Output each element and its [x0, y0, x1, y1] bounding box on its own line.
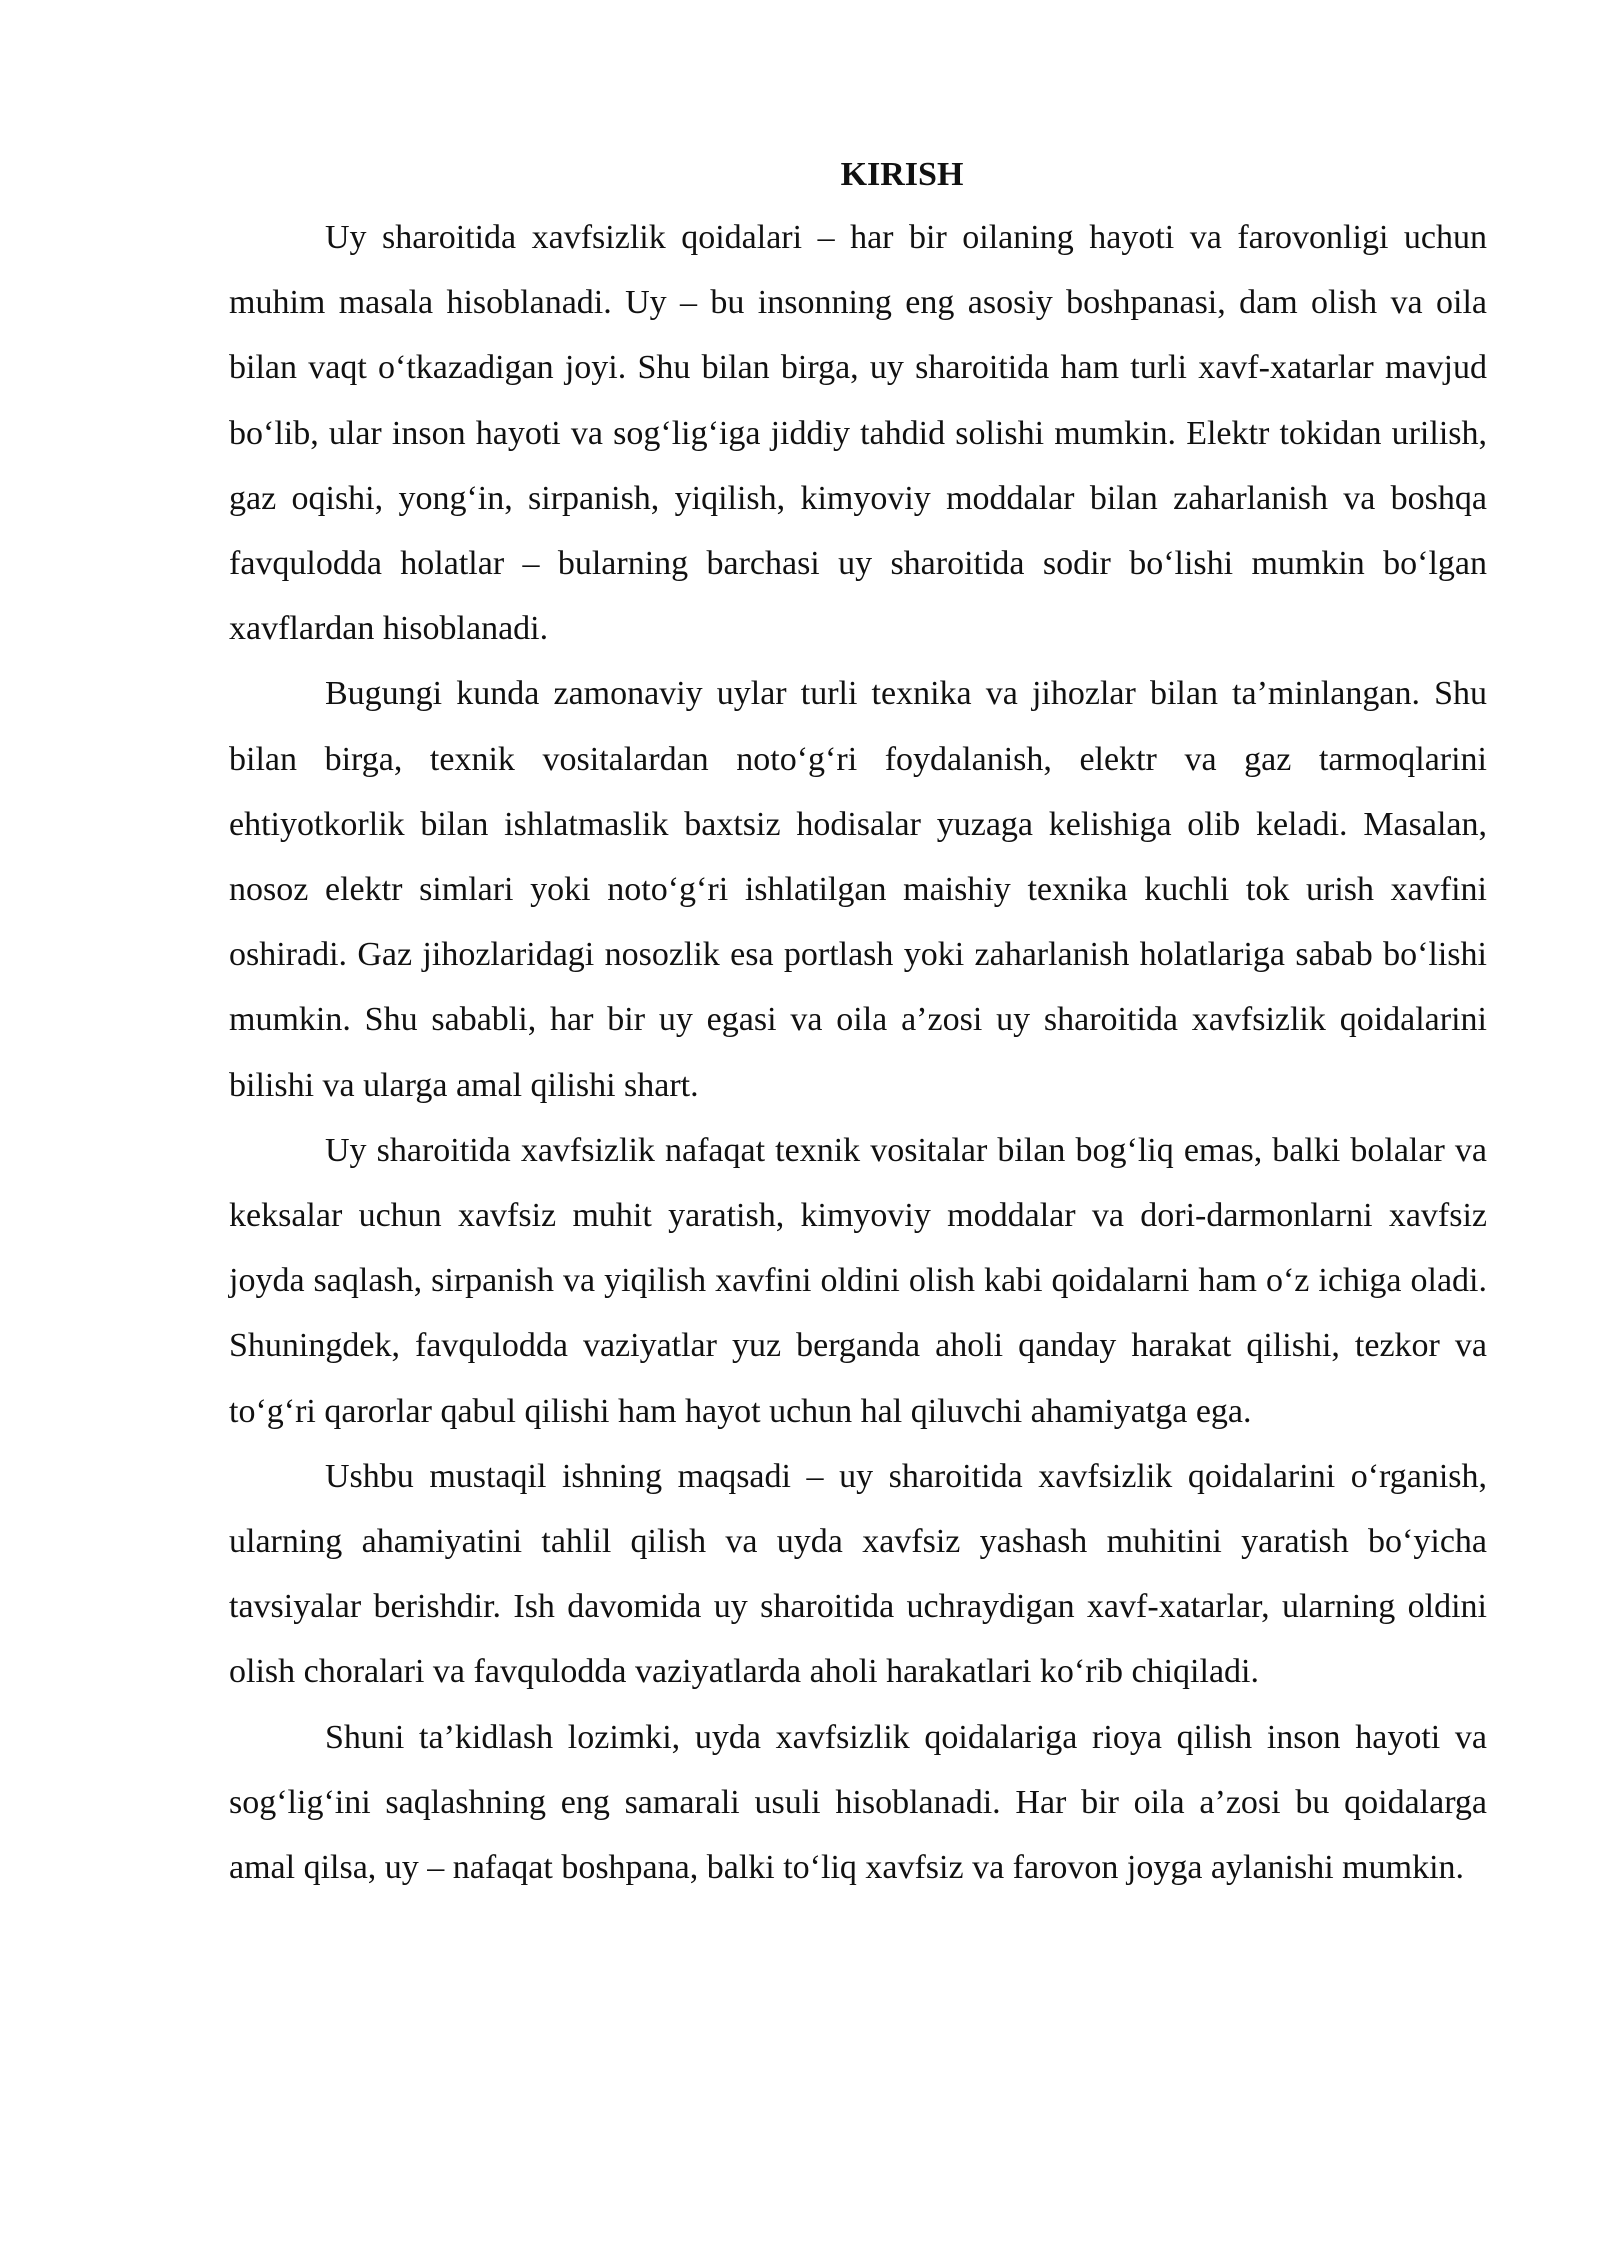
paragraph-2: Bugungi kunda zamonaviy uylar turli texnika va jihozlar bilan ta’minlangan. Shu bilan birga, texnik vositalardan notoʻgʻri foydalanish, elektr va gaz tarmoqlarini ehtiyotkorlik bilan ishlatmaslik baxtsiz hodisalar yuzaga kelishiga olib keladi. Masalan, nosoz elektr simlari yoki notoʻgʻri ishlatilgan maishiy texnika kuchli tok urish xavfini oshiradi. Gaz jihozlaridagi nosozlik esa portlash yoki zaharlanish holatlariga sabab boʻlishi mumkin. Shu sababli, har bir uy egasi va oila a’zosi uy sharoitida xavfsizlik qoidalarini bilishi va ularga amal qilishi shart.: [229, 675, 1487, 1104]
paragraph-3: Uy sharoitida xavfsizlik nafaqat texnik vositalar bilan bogʻliq emas, balki bolalar va keksalar uchun xavfsiz muhit yaratish, kimyoviy moddalar va dori-darmonlarni xavfsiz joyda saqlash, sirpanish va yiqilish xavfini oldini olish kabi qoidalarni ham oʻz ichiga oladi. Shuningdek, favqulodda vaziyatlar yuz berganda aholi qanday harakat qilishi, tezkor va toʻgʻri qarorlar qabul qilishi ham hayot uchun hal qiluvchi ahamiyatga ega.: [229, 1131, 1487, 1430]
paragraph-1: Uy sharoitida xavfsizlik qoidalari – har bir oilaning hayoti va farovonligi uchun muhim masala hisoblanadi. Uy – bu insonning eng asosiy boshpanasi, dam olish va oila bilan vaqt oʻtkazadigan joyi. Shu bilan birga, uy sharoitida ham turli xavf-xatarlar mavjud boʻlib, ular inson hayoti va sogʻligʻiga jiddiy tahdid solishi mumkin. Elektr tokidan urilish, gaz oqishi, yongʻin, sirpanish, yiqilish, kimyoviy moddalar bilan zaharlanish va boshqa favqulodda holatlar – bularning barchasi uy sharoitida sodir boʻlishi mumkin boʻlgan xavflardan hisoblanadi.: [229, 219, 1487, 648]
paragraph-5: Shuni ta’kidlash lozimki, uyda xavfsizlik qoidalariga rioya qilish inson hayoti va sogʻligʻini saqlashning eng samarali usuli hisoblanadi. Har bir oila a’zosi bu qoidalarga amal qilsa, uy – nafaqat boshpana, balki toʻliq xavfsiz va farovon joyga aylanishi mumkin.: [229, 1718, 1487, 1887]
document-body: [229, 145, 1487, 1900]
section-title: KIRISH: [840, 156, 964, 193]
paragraph-4: Ushbu mustaqil ishning maqsadi – uy sharoitida xavfsizlik qoidalarini oʻrganish, ularning ahamiyatini tahlil qilish va uyda xavfsiz yashash muhitini yaratish boʻyicha tavsiyalar berishdir. Ish davomida uy sharoitida uchraydigan xavf-xatarlar, ularning oldini olish choralari va favqulodda vaziyatlarda aholi harakatlari koʻrib chiqiladi.: [229, 1457, 1487, 1691]
